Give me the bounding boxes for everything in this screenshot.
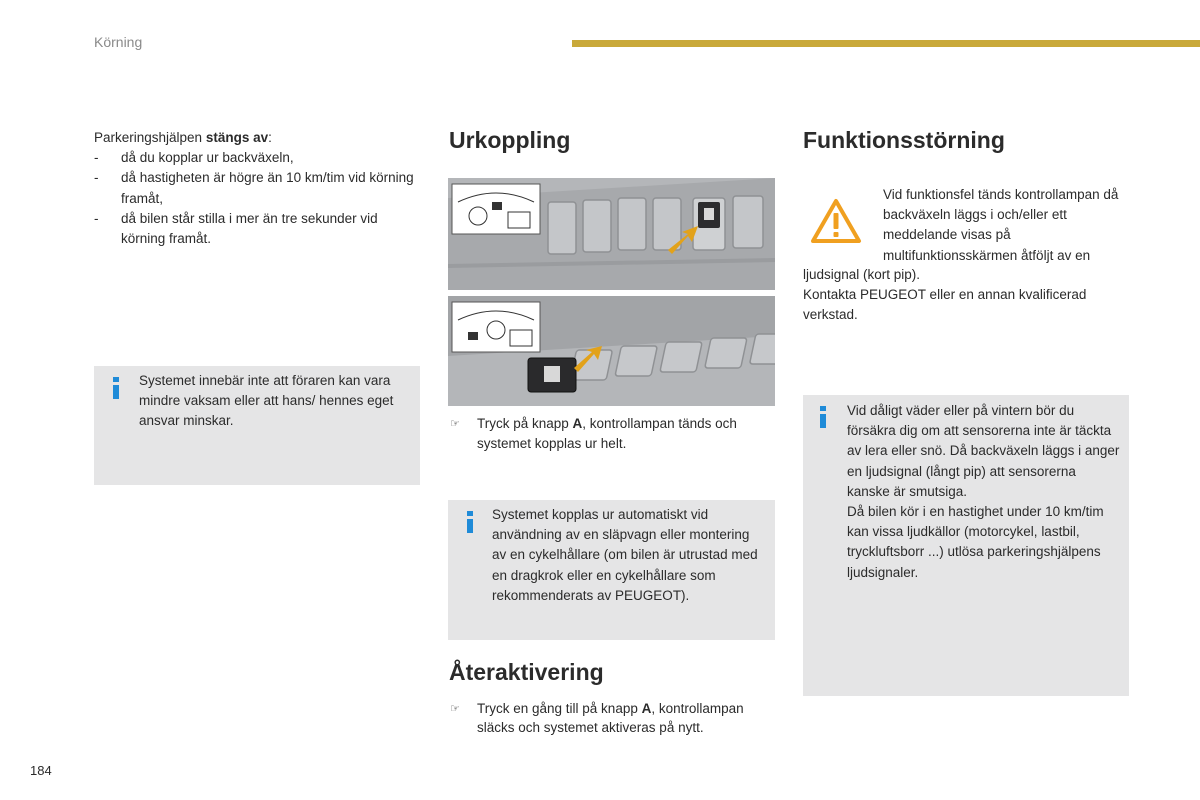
button-label-a: A <box>572 416 583 431</box>
warning-triangle-icon <box>810 198 862 244</box>
intro-prefix: Parkeringshjälpen <box>94 130 206 145</box>
info-paragraph: Vid dåligt väder eller på vintern bör du försäkra dig om att sensorerna inte är täckta av lera eller snö. Då backväxeln läggs i anger en ljudsignal (långt pip) att sensorerna kanske är smutsiga. <box>847 403 1120 499</box>
warning-continuation <box>803 265 1133 326</box>
heading-ateraktivering: Återaktivering <box>449 659 604 685</box>
step-text-pre: Tryck på knapp <box>477 416 573 431</box>
info-text <box>847 401 1122 583</box>
intro-bold: stängs av <box>205 130 269 145</box>
dash-bullet: - <box>94 150 99 166</box>
page-number: 184 <box>30 763 52 778</box>
info-paragraph: Då bilen kör i en hastighet under 10 km/tim kan vissa ljudkällor (motorcykel, lastbil, tryckluftsborr ...) utlösa parkeringshjälpens ljudsignaler. <box>847 504 1104 580</box>
list-item <box>94 209 424 249</box>
reactivate-instruction <box>449 700 779 737</box>
step-text-post: , kontrollampan släcks och systemet aktiveras på nytt. <box>477 701 744 735</box>
info-box-trailer <box>448 500 775 640</box>
dashboard-button-illustration-a <box>448 178 775 290</box>
hand-pointer-icon: ☞ <box>450 418 460 430</box>
info-box-weather <box>803 395 1129 696</box>
hand-pointer-icon: ☞ <box>450 703 460 715</box>
dash-bullet: - <box>94 170 99 186</box>
instruction-step <box>449 700 779 737</box>
header-accent-bar <box>572 40 1200 47</box>
warning-cont-line: ljudsignal (kort pip). <box>803 267 921 282</box>
info-text: Systemet kopplas ur automatiskt vid användning av en släpvagn eller montering av en cykelhållare (om bilen är utrustad med en dragkrok eller en cykelhållare som rekommenderats av PEUGEOT). <box>492 507 758 603</box>
dashboard-button-illustration-b <box>448 296 775 406</box>
button-label-a: A <box>641 701 652 716</box>
info-text: Systemet innebär inte att föraren kan vara mindre vaksam eller att hans/ hennes eget ansvar minskar. <box>139 373 394 429</box>
list-item <box>94 168 424 208</box>
list-item-text: då hastigheten är högre än 10 km/tim vid körning framåt, <box>121 170 414 206</box>
heading-funktionsstorning: Funktionsstörning <box>803 127 1005 153</box>
list-item-text: då bilen står stilla i mer än tre sekunder vid körning framåt. <box>121 210 378 247</box>
instruction-step <box>449 414 779 454</box>
warning-cont-line: Kontakta PEUGEOT eller en annan kvalificerad verkstad. <box>803 287 1087 323</box>
step-text-pre: Tryck en gång till på knapp <box>477 701 642 716</box>
intro-line <box>94 128 424 148</box>
deactivate-instruction <box>449 414 779 454</box>
info-box-vigilance <box>94 366 420 485</box>
section-header: Körning <box>94 34 143 50</box>
conditions-list <box>94 148 424 249</box>
warning-text: Vid funktionsfel tänds kontrollampan då backväxeln läggs i och/eller ett meddelande visas på multifunktionsskärmen åtföljt av en <box>883 187 1119 263</box>
dash-bullet: - <box>94 210 99 226</box>
list-item <box>94 148 424 168</box>
list-item-text: då du kopplar ur backväxeln, <box>121 150 294 166</box>
heading-urkoppling: Urkoppling <box>449 127 571 153</box>
step-text-post: , kontrollampan tänds och systemet kopplas ur helt. <box>477 416 737 452</box>
deactivation-conditions <box>94 128 424 249</box>
intro-suffix: : <box>268 130 272 145</box>
